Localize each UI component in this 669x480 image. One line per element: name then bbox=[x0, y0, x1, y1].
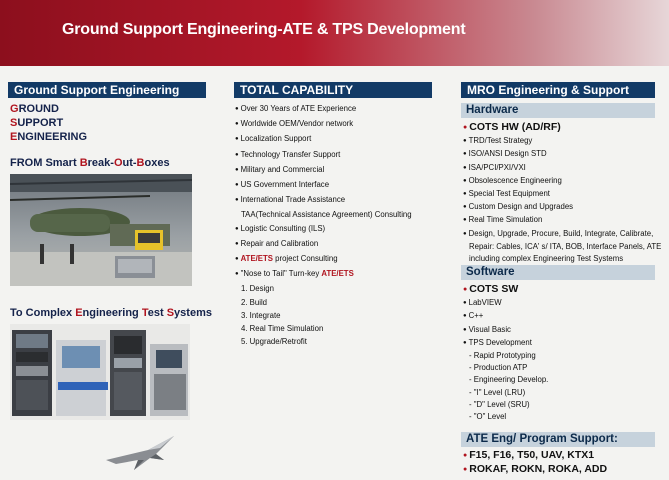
list-item: ● Military and Commercial bbox=[235, 163, 412, 178]
ate-support-subheader: ATE Eng/ Program Support: bbox=[461, 432, 655, 447]
list-item: - Engineering Develop. bbox=[469, 375, 549, 385]
software-subheader: Software bbox=[461, 265, 655, 280]
list-item: ● Real Time Simulation bbox=[463, 214, 661, 227]
to-caption: To Complex Engineering Test Systems bbox=[10, 307, 212, 319]
list-item: ● F15, F16, T50, UAV, KTX1 bbox=[463, 449, 607, 463]
list-item: ● Technology Transfer Support bbox=[235, 148, 412, 163]
list-item: - "O" Level bbox=[469, 412, 507, 422]
word-ground: GROUND bbox=[10, 103, 59, 115]
list-item: ● International Trade Assistance bbox=[235, 193, 412, 208]
test-systems-photo bbox=[10, 324, 190, 420]
list-item: ● Custom Design and Upgrades bbox=[463, 201, 661, 214]
title-banner bbox=[0, 0, 669, 66]
list-item: - Production ATP bbox=[469, 363, 528, 373]
list-item: 1. Design bbox=[241, 284, 274, 294]
ground-support-header: Ground Support Engineering bbox=[8, 82, 206, 98]
list-item: 3. Integrate bbox=[241, 310, 281, 320]
capability-list bbox=[235, 102, 412, 348]
list-item: TAA(Technical Assistance Agreement) Consulting bbox=[241, 210, 412, 220]
list-item: ● TRD/Test Strategy bbox=[463, 135, 661, 148]
list-item: ● LabVIEW bbox=[463, 297, 548, 310]
list-item: ● Repair and Calibration bbox=[235, 237, 412, 252]
list-item: ● Logistic Consulting (ILS) bbox=[235, 222, 412, 237]
list-item: ● Visual Basic bbox=[463, 324, 548, 337]
jet-image bbox=[104, 430, 176, 476]
list-item: ● "Nose to Tail" Turn-key ATE/ETS bbox=[235, 267, 412, 282]
total-capability-header: TOTAL CAPABILITY bbox=[234, 82, 432, 98]
word-support: SUPPORT bbox=[10, 117, 64, 129]
list-item: - "I" Level (LRU) bbox=[469, 387, 526, 397]
list-item: ● ISA/PCI/PXI/VXI bbox=[463, 162, 661, 175]
page-title: Ground Support Engineering-ATE & TPS Development bbox=[62, 21, 466, 38]
list-item: ● ISO/ANSI Design STD bbox=[463, 148, 661, 161]
from-caption: FROM Smart Break-Out-Boxes bbox=[10, 157, 170, 169]
list-item: ● US Government Interface bbox=[235, 178, 412, 193]
list-item: ● Localization Support bbox=[235, 132, 412, 147]
list-item: 4. Real Time Simulation bbox=[241, 324, 324, 334]
hardware-subheader: Hardware bbox=[461, 103, 655, 118]
list-item: ● C++ bbox=[463, 310, 548, 323]
list-item: ● COTS SW bbox=[463, 283, 548, 297]
list-item: - Rapid Prototyping bbox=[469, 351, 536, 361]
list-item: including complex Engineering Test Systems bbox=[469, 254, 624, 264]
list-item: Repair: Cables, ICA' s/ ITA, BOB, Interface Panels, ATE bbox=[469, 241, 662, 251]
list-item: ● ROKAF, ROKN, ROKA, ADD bbox=[463, 463, 607, 477]
software-list bbox=[463, 283, 548, 423]
list-item: ● Worldwide OEM/Vendor network bbox=[235, 117, 412, 132]
word-engineering: ENGINEERING bbox=[10, 131, 88, 143]
hardware-list bbox=[463, 121, 661, 265]
list-item: 5. Upgrade/Retrofit bbox=[241, 337, 307, 347]
mro-header: MRO Engineering & Support bbox=[461, 82, 655, 98]
list-item: - "D" Level (SRU) bbox=[469, 399, 530, 409]
ate-support-list bbox=[463, 449, 607, 477]
list-item: 2. Build bbox=[241, 297, 268, 307]
list-item: ● Obsolescence Engineering bbox=[463, 175, 661, 188]
list-item: ● Special Test Equipment bbox=[463, 188, 661, 201]
list-item: ● ATE/ETS project Consulting bbox=[235, 252, 412, 267]
list-item: ● COTS HW (AD/RF) bbox=[463, 121, 661, 135]
list-item: ● TPS Development bbox=[463, 337, 548, 350]
list-item: ● Over 30 Years of ATE Experience bbox=[235, 102, 412, 117]
list-item: ● Design, Upgrade, Procure, Build, Integrate, Calibrate, bbox=[463, 228, 661, 241]
hangar-photo bbox=[10, 174, 192, 286]
